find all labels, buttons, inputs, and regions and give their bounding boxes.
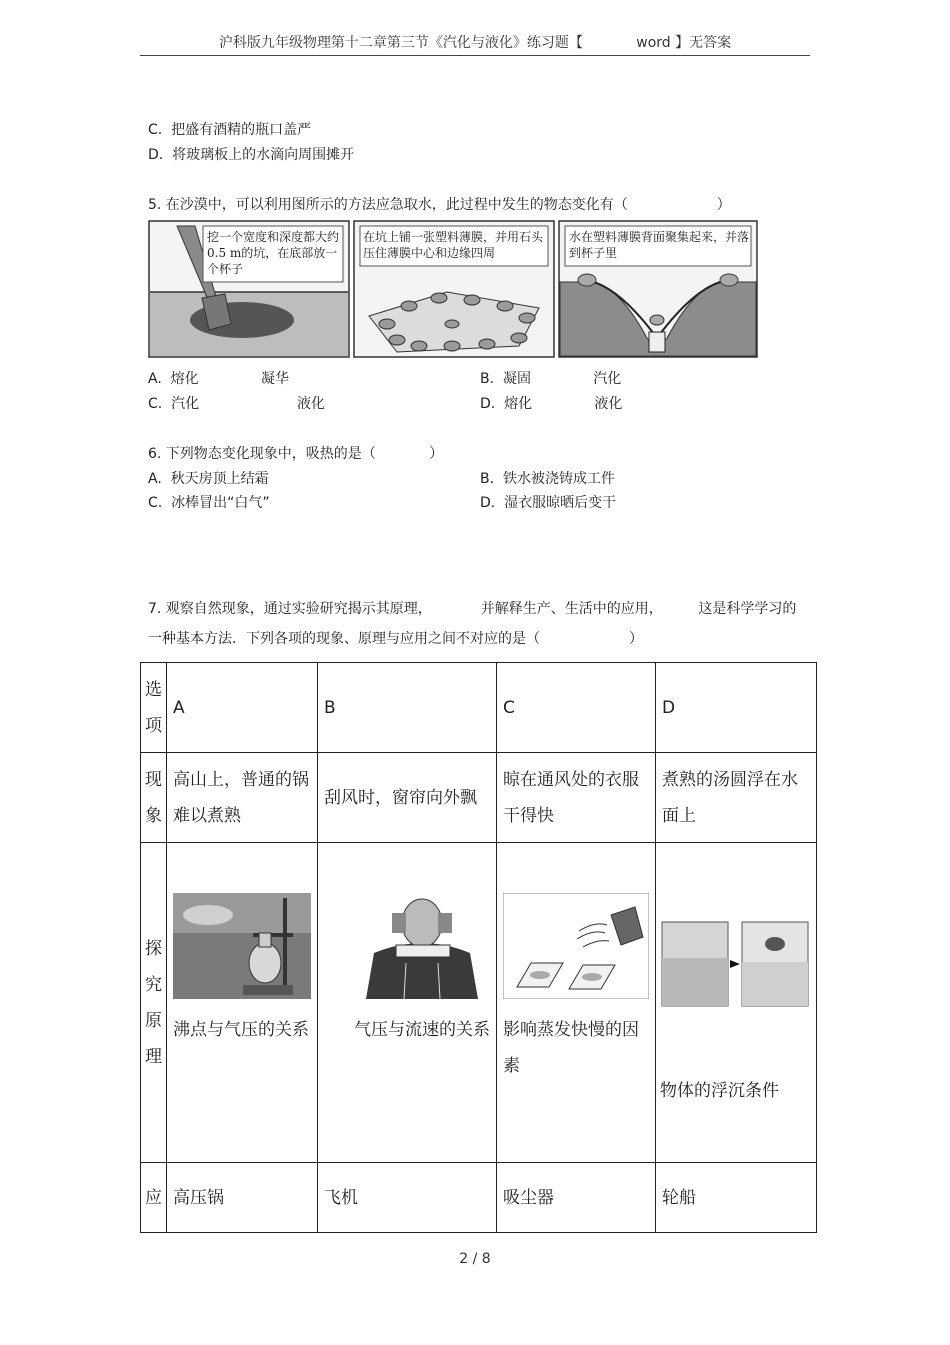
header-divider <box>140 55 810 56</box>
person-blowing-paper-photo <box>354 893 490 999</box>
q7-stem-line1: 7. 观察自然现象，通过实验研究揭示其原理， 并解释生产、生活中的应用， 这是科学学习的 <box>148 601 797 617</box>
row-label-application: 应 <box>141 1163 167 1233</box>
cup <box>649 332 665 352</box>
q7-stem-line2: 一种基本方法．下列各项的现象、原理与应用之间不对应的是（ ） <box>148 631 644 647</box>
q4-option-c: C. 把盛有酒精的瓶口盖严 <box>148 122 312 138</box>
q6-option-a: A. 秋天房顶上结霜 <box>148 471 269 487</box>
page-number: 2 / 8 <box>459 1251 491 1267</box>
floating-dumpling-photo <box>660 918 810 1010</box>
table-row-application <box>141 1163 817 1233</box>
principle-b-cell <box>318 843 497 1163</box>
principle-c: 影响蒸发快慢的因素 <box>503 1020 639 1076</box>
q5-option-a: A. 熔化 凝华 <box>148 371 289 387</box>
row-label-option: 选项 <box>141 663 167 753</box>
col-option-c: C <box>497 663 656 753</box>
q6-option-b: B. 铁水被浇铸成工件 <box>480 471 615 487</box>
q6-option-d: D. 湿衣服晾晒后变干 <box>480 495 617 511</box>
q5-option-d: D. 熔化 液化 <box>480 396 623 412</box>
col-option-b: B <box>318 663 497 753</box>
principle-a: 沸点与气压的关系 <box>173 1020 309 1040</box>
col-option-d: D <box>656 663 817 753</box>
phenomenon-d: 煮熟的汤圆浮在水面上 <box>656 753 817 843</box>
principle-d: 物体的浮沉条件 <box>660 1081 779 1101</box>
q5-panel-3-caption: 水在塑料薄膜背面聚集起来，并落到杯子里 <box>569 230 750 260</box>
row-label-phenomenon: 现象 <box>141 753 167 843</box>
principle-a-cell <box>167 843 318 1163</box>
q5-option-b: B. 凝固 汽化 <box>480 371 622 387</box>
q4-option-d: D. 将玻璃板上的水滴向周围摊开 <box>148 147 355 163</box>
phenomenon-a: 高山上，普通的锅难以煮熟 <box>167 753 318 843</box>
application-a: 高压锅 <box>167 1163 318 1233</box>
principle-d-cell <box>656 843 817 1163</box>
page-header-title: 沪科版九年级物理第十二章第三节《汽化与液化》练习题【 word 】无答案 <box>218 35 732 51</box>
boiling-experiment-photo <box>173 893 311 999</box>
q5-stem: 5. 在沙漠中，可以利用图所示的方法应急取水，此过程中发生的物态变化有（ ） <box>148 197 731 213</box>
q5-panel-2-caption: 在坑上铺一张塑料薄膜，并用石头压住薄膜中心和边缘四周 <box>363 230 544 260</box>
application-d: 轮船 <box>656 1163 817 1233</box>
q5-figure <box>147 220 761 362</box>
application-b: 飞机 <box>318 1163 497 1233</box>
q6-option-c: C. 冰棒冒出“白气” <box>148 495 270 511</box>
col-option-a: A <box>167 663 318 753</box>
q7-table <box>140 662 817 1233</box>
q5-panel-1-caption: 挖一个宽度和深度都大约 0.5 m的坑，在底部放一个杯子 <box>207 230 340 276</box>
principle-b: 气压与流速的关系 <box>354 1020 490 1040</box>
table-row-phenomenon <box>141 753 817 843</box>
application-c: 吸尘器 <box>497 1163 656 1233</box>
table-row-principle <box>141 843 817 1163</box>
q6-stem: 6. 下列物态变化现象中，吸热的是（ ） <box>148 446 444 462</box>
q5-option-c: C. 汽化 液化 <box>148 396 326 412</box>
row-label-principle: 探究原理 <box>141 843 167 1163</box>
phenomenon-b: 刮风时，窗帘向外飘 <box>318 753 497 843</box>
table-row-options <box>141 663 817 753</box>
principle-c-cell <box>497 843 656 1163</box>
phenomenon-c: 晾在通风处的衣服干得快 <box>497 753 656 843</box>
evaporation-experiment-diagram <box>503 893 649 999</box>
